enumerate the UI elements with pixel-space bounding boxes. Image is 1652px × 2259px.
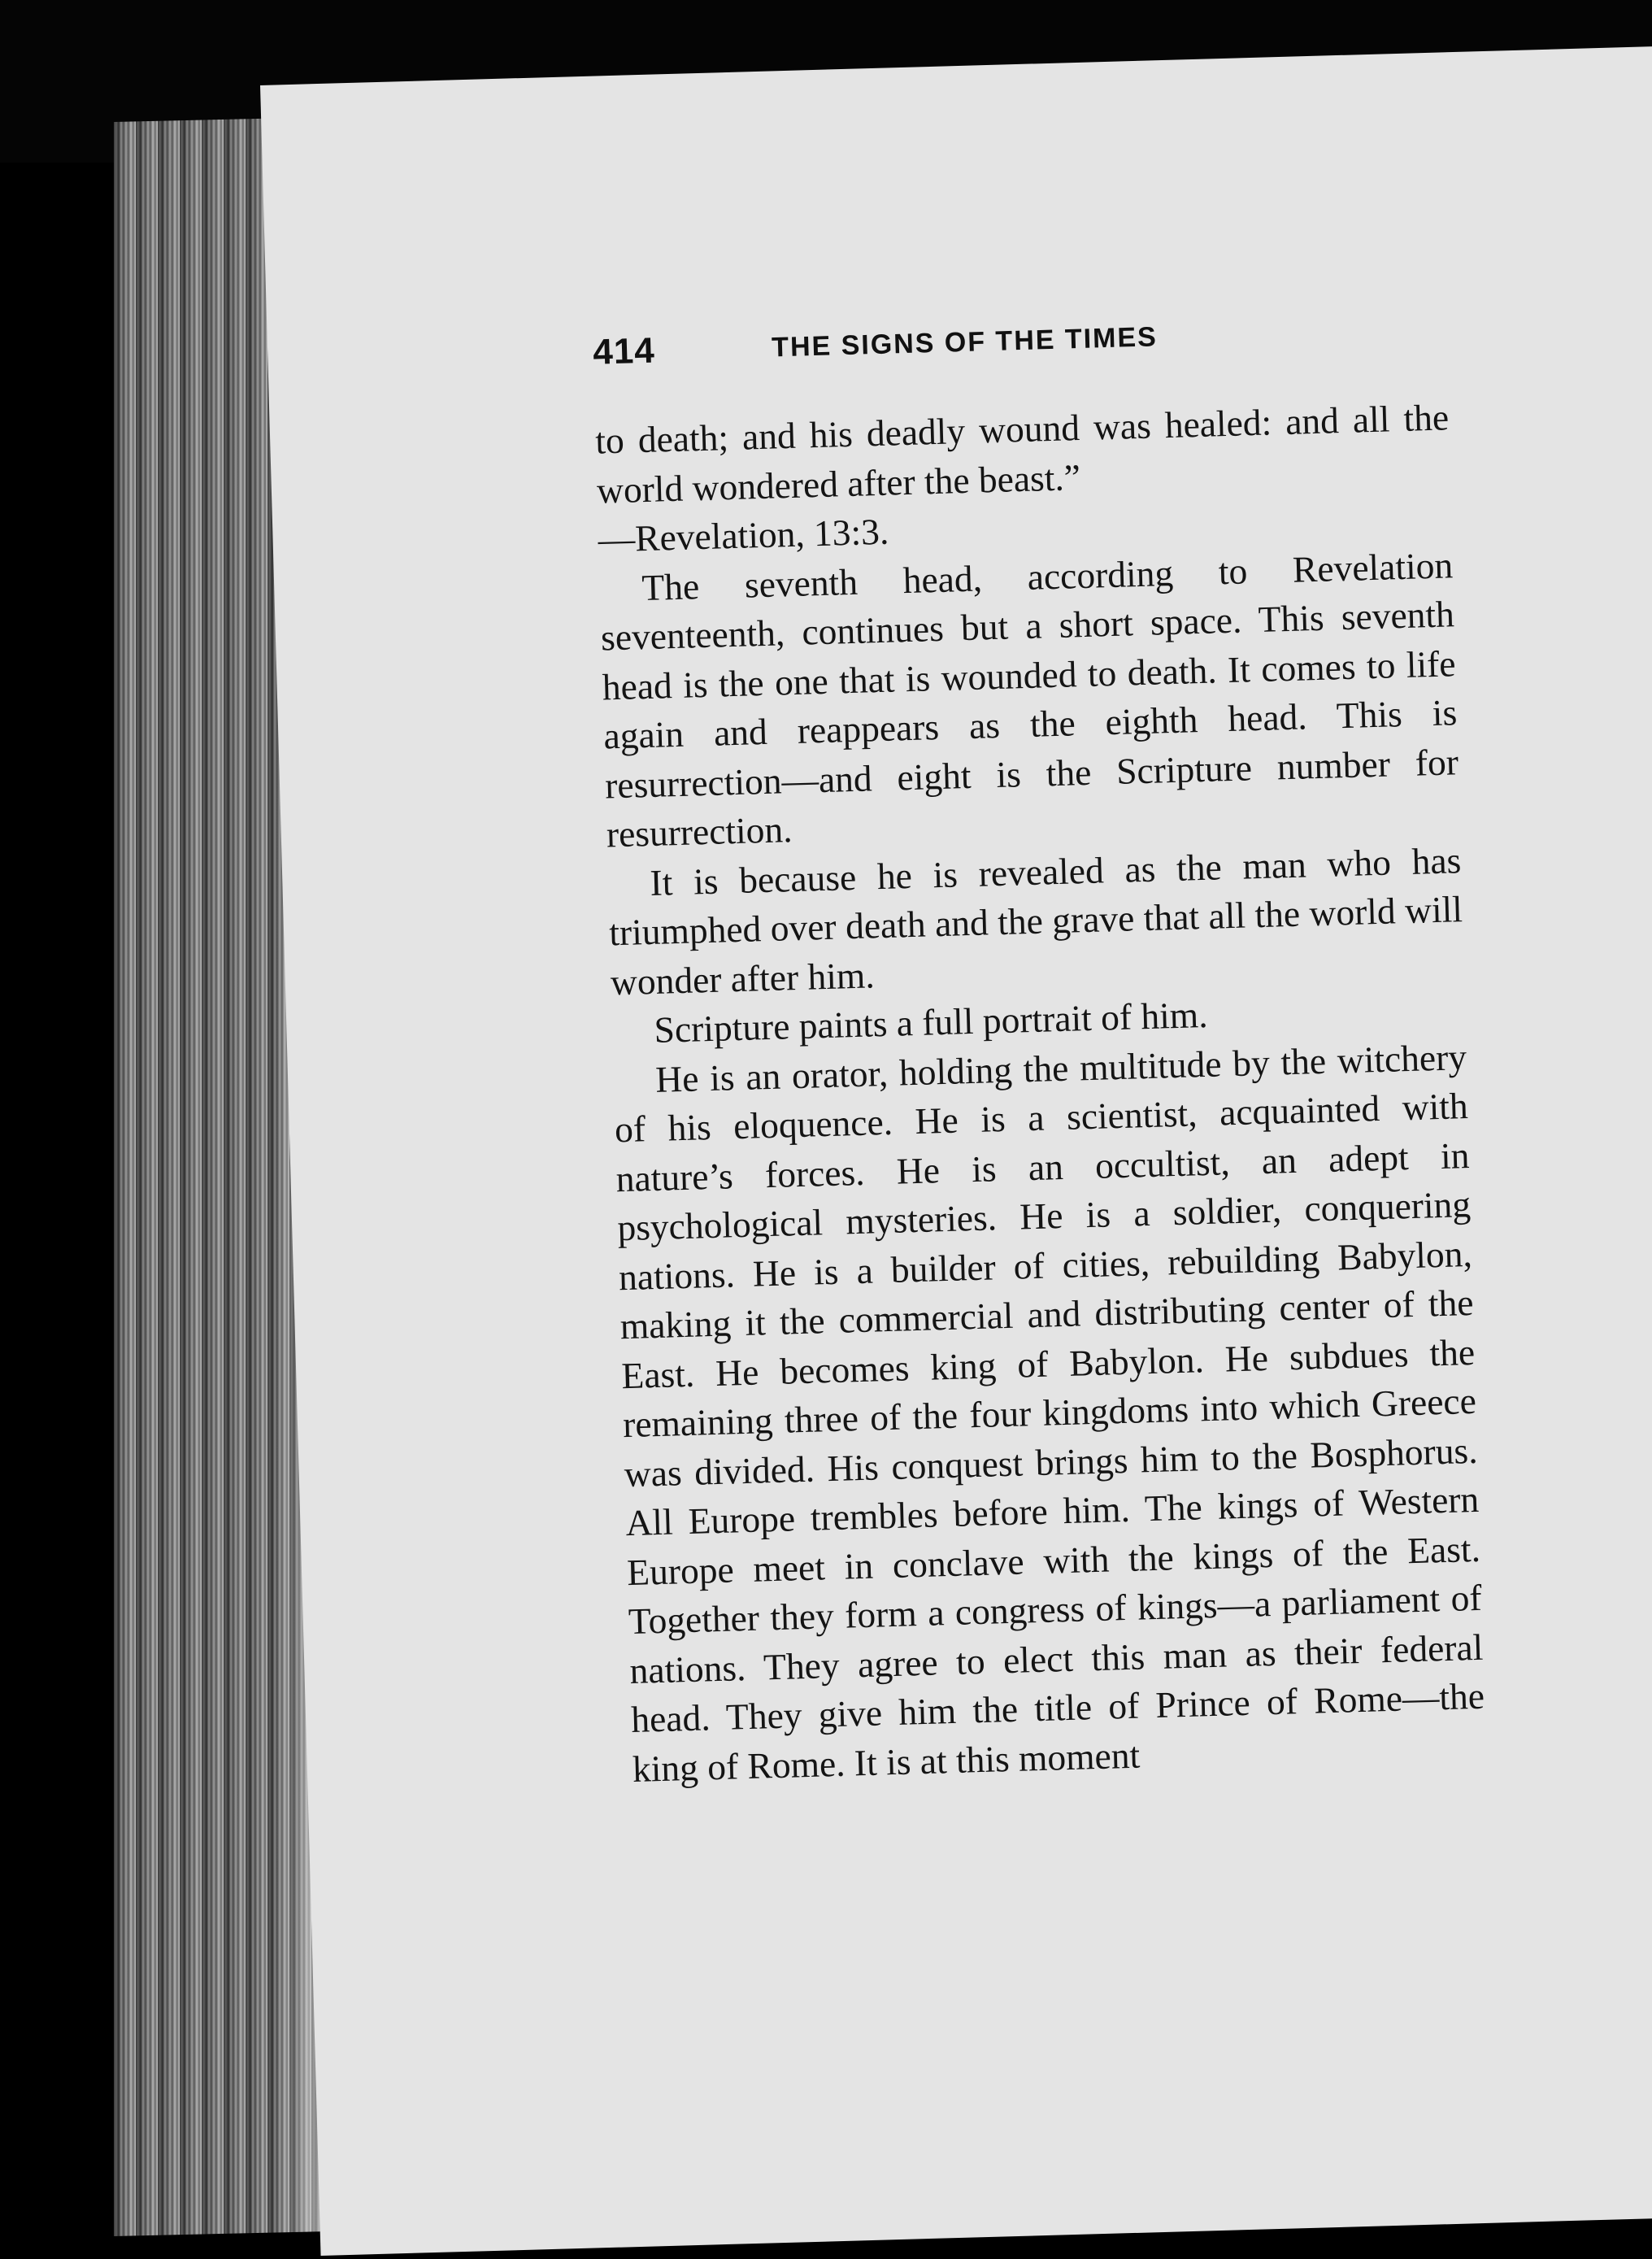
paragraph: The seventh head, according to Revelation seventeenth, continues but a short space. This seventh head is the one that is wounded to death. It comes to life again and reappears as the eighth head. This is resurrection—and eight is the Scripture number for resurrection. [600, 543, 1459, 855]
paragraph: It is because he is revealed as the man who has triumphed over death and the grave that all the world will wonder after him. [608, 838, 1463, 1003]
paragraph: He is an orator, holding the multitude by the witchery of his eloquence. He is a scientist, acquainted with nature’s forces. He is an occultist, an adept in psychological mysteries. He is a soldier, conquering nations. He is a builder of cities, rebuilding Babylon, making it the commercial and distributing center of the East. He becomes king of Babylon. He subdues the remaining three of the four kingdoms into which Greece was divided. His conquest brings him to the Bosphorus. All Europe trembles before him. The kings of Western Europe meet in conclave with the kings of the East. Together they form a congress of kings—a parliament of nations. They agree to elect this man as their federal head. They give him the title of Prince of Rome—the king of Rome. It is at this moment [614, 1035, 1485, 1790]
page-content [593, 308, 1487, 1794]
page-number: 414 [592, 330, 656, 372]
citation: —Revelation, 13:3. [598, 510, 889, 560]
running-head [593, 308, 1448, 389]
running-title: THE SIGNS OF THE TIMES [771, 321, 1159, 363]
paragraph: Scripture paints a full portrait of him. [653, 993, 1209, 1051]
body-text [595, 393, 1487, 1794]
quote-continuation: to death; and his deadly wound was healed: and all the world wondered after the beast.” [594, 396, 1450, 511]
book-page [260, 45, 1652, 2256]
